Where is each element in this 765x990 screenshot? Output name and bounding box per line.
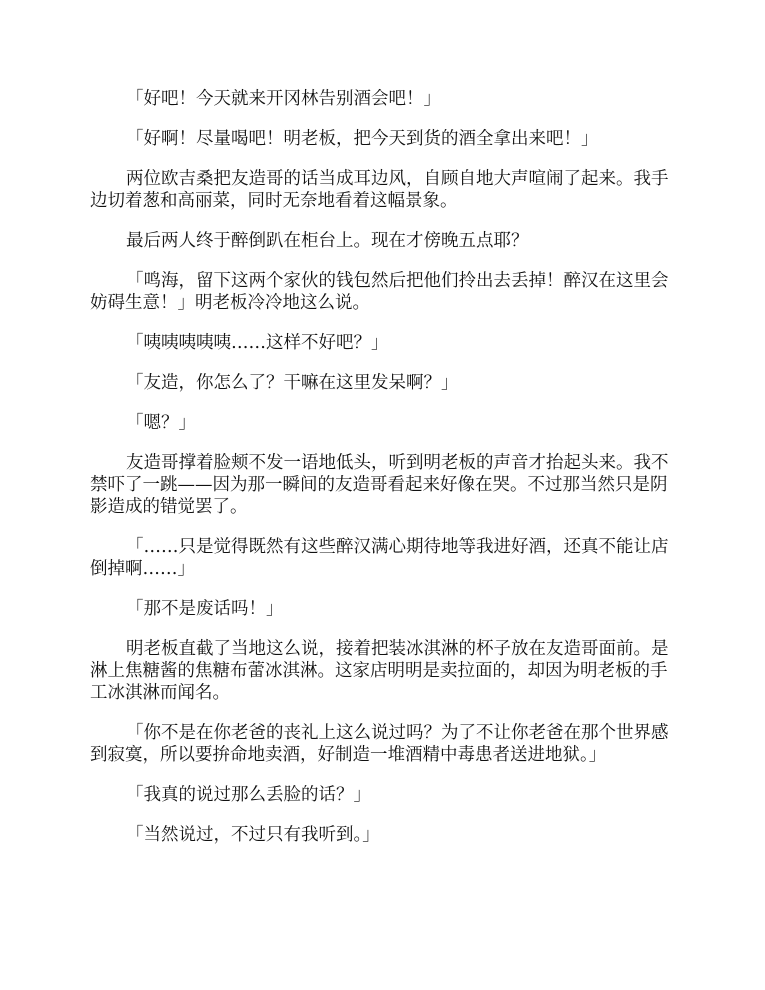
paragraph: 「你不是在你老爸的丧礼上这么说过吗？为了不让你老爸在那个世界感到寂寞，所以要拚命地卖酒，好制造一堆酒精中毒患者送进地狱。」 <box>90 723 669 765</box>
paragraph: 「鸣海，留下这两个家伙的钱包然后把他们拎出去丢掉！醉汉在这里会妨碍生意！」明老板冷冷地这么说。 <box>90 271 669 313</box>
paragraph: 「咦咦咦咦咦……这样不好吧？」 <box>126 333 389 353</box>
paragraph: 「……只是觉得既然有这些醉汉满心期待地等我进好酒，还真不能让店倒掉啊……」 <box>90 537 669 579</box>
paragraph: 两位欧吉桑把友造哥的话当成耳边风，自顾自地大声喧闹了起来。我手边切着葱和高丽菜，同时无奈地看着这幅景象。 <box>90 169 669 211</box>
paragraph: 「好啊！尽量喝吧！明老板，把今天到货的酒全拿出来吧！」 <box>126 129 599 149</box>
paragraph: 「我真的说过那么丢脸的话？」 <box>126 785 371 805</box>
paragraph: 最后两人终于醉倒趴在柜台上。现在才傍晚五点耶？ <box>126 231 529 251</box>
paragraph: 友造哥撑着脸颊不发一语地低头，听到明老板的声音才抬起头来。我不禁吓了一跳——因为那一瞬间的友造哥看起来好像在哭。不过那当然只是阴影造成的错觉罢了。 <box>90 453 669 517</box>
paragraph: 「友造，你怎么了？干嘛在这里发呆啊？」 <box>126 373 459 393</box>
document-body <box>90 88 675 864</box>
paragraph: 明老板直截了当地这么说，接着把装冰淇淋的杯子放在友造哥面前。是淋上焦糖酱的焦糖布蕾冰淇淋。这家店明明是卖拉面的，却因为明老板的手工冰淇淋而闻名。 <box>90 639 669 703</box>
paragraph: 「嗯？」 <box>126 413 196 433</box>
paragraph: 「那不是废话吗！」 <box>126 599 284 619</box>
paragraph: 「好吧！今天就来开冈林告别酒会吧！」 <box>126 89 441 109</box>
paragraph: 「当然说过，不过只有我听到。」 <box>126 825 380 845</box>
